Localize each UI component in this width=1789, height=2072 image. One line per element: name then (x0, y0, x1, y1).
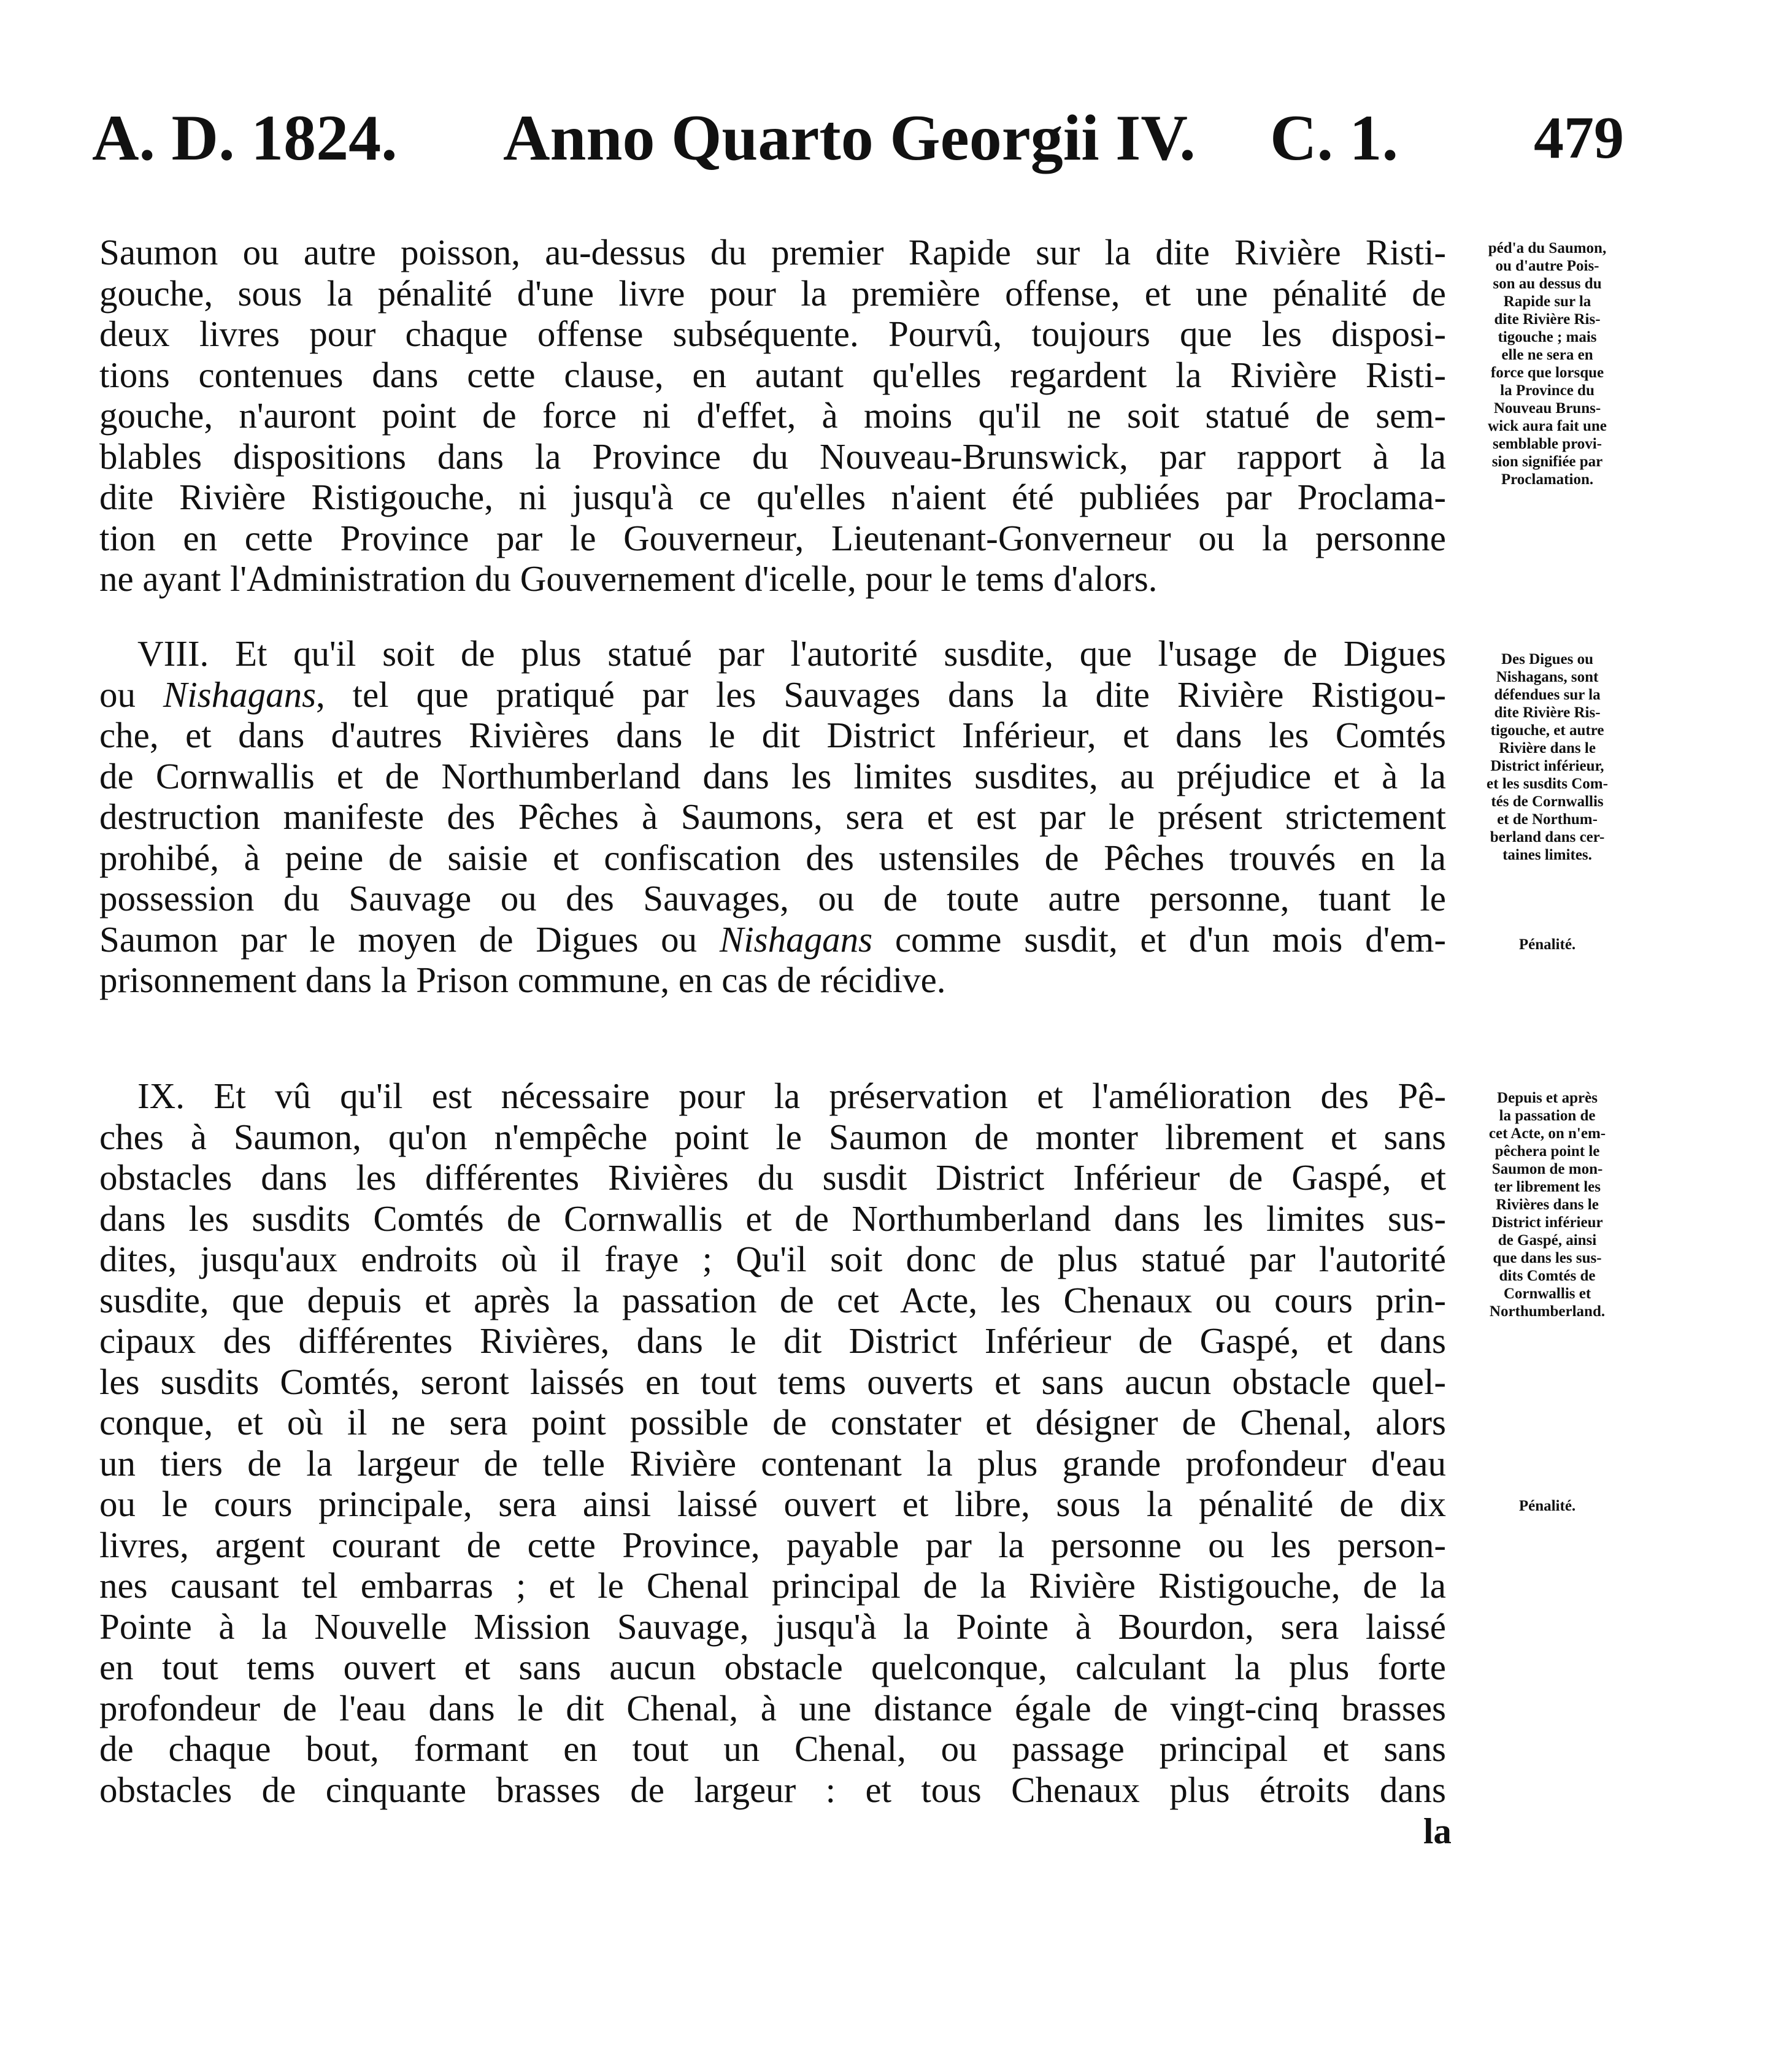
margin-note-line: Rapide sur la (1503, 293, 1591, 310)
margin-note-line: taines limites. (1502, 847, 1592, 863)
margin-note-line: tigouche ; mais (1498, 329, 1597, 345)
text-line: ou le cours principale, sera ainsi laissé ouvert et libre, sous la pénalité de dix (99, 1484, 1446, 1524)
text-line: profondeur de l'eau dans le dit Chenal, à une distance égale de vingt-cinq brasses (99, 1687, 1446, 1728)
text-line: susdite, que depuis et après la passation de cet Acte, les Chenaux ou cours prin- (99, 1279, 1446, 1320)
paragraph-section-viii (99, 633, 1446, 1001)
margin-note-line: Rivière dans le (1499, 740, 1596, 757)
text-line: possession du Sauvage ou des Sauvages, ou de toute autre personne, tuant le (99, 878, 1446, 919)
margin-note-line: Nouveau Bruns- (1493, 400, 1601, 417)
text-line: obstacles de cinquante brasses de largeur : et tous Chenaux plus étroits dans (99, 1769, 1446, 1810)
text-line: de chaque bout, formant en tout un Chenal, ou passage principal et sans (99, 1728, 1446, 1769)
text-line: dites, jusqu'aux endroits où il fraye ; Qu'il soit donc de plus statué par l'autorité (99, 1239, 1446, 1279)
margin-note-line: elle ne sera en (1501, 347, 1593, 363)
text-line: dans les susdits Comtés de Cornwallis et de Northumberland dans les limites sus- (99, 1198, 1446, 1239)
margin-note-line: dite Rivière Ris- (1494, 704, 1601, 721)
text-line: blables dispositions dans la Province du Nouveau-Brunswick, par rapport à la (99, 436, 1446, 477)
margin-note-line: sion signifiée par (1491, 453, 1603, 470)
header-title: Anno Quarto Georgii IV. (503, 102, 1196, 174)
text-line: en tout tems ouvert et sans aucun obstacle quelconque, calculant la plus forte (99, 1647, 1446, 1687)
margin-note-line: ter librement les (1493, 1179, 1601, 1195)
text-line: ou Nishagans, tel que pratiqué par les Sauvages dans la dite Rivière Ristigou- (99, 674, 1447, 715)
text-line: nes causant tel embarras ; et le Chenal principal de la Rivière Ristigouche, de la (99, 1565, 1446, 1606)
text-line: prisonnement dans la Prison commune, en cas de récidive. (99, 960, 946, 1000)
margin-note-line: tigouche, et autre (1490, 722, 1604, 739)
text-line: conque, et où il ne sera point possible de constater et désigner de Chenal, alors (99, 1402, 1446, 1442)
text-line: dite Rivière Ristigouche, ni jusqu'à ce qu'elles n'aient été publiées par Proclama- (99, 477, 1446, 517)
header-chapter: C. 1. (1270, 102, 1399, 174)
margin-note-line: semblable provi- (1492, 436, 1602, 452)
text-line: deux livres pour chaque offense subséquente. Pourvû, toujours que les disposi- (99, 314, 1446, 354)
text-line: destruction manifeste des Pêches à Saumons, sera et est par le présent strictement (99, 796, 1446, 837)
margin-note-line: Pénalité. (1518, 1498, 1576, 1514)
margin-note-line: District inférieur, (1490, 758, 1604, 774)
margin-note-line: Northumberland. (1489, 1303, 1606, 1320)
text-line: tion en cette Province par le Gouverneur, Lieutenant-Gonverneur ou la personne (99, 517, 1446, 558)
margin-note-line: dits Comtés de (1499, 1268, 1596, 1284)
text-line: tions contenues dans cette clause, en autant qu'elles regardent la Rivière Risti- (99, 354, 1446, 395)
text-line: ches à Saumon, qu'on n'empêche point le Saumon de monter librement et sans (99, 1116, 1446, 1157)
margin-note-line: de Gaspé, ainsi (1498, 1232, 1597, 1249)
text-line: IX. Et vû qu'il est nécessaire pour la préservation et l'amélioration des Pê- (137, 1076, 1446, 1116)
margin-note-line: la Province du (1500, 382, 1595, 399)
margin-note-line: Cornwallis et (1503, 1285, 1591, 1302)
text-line: VIII. Et qu'il soit de plus statué par l'autorité susdite, que l'usage de Digues (137, 633, 1446, 674)
margin-note-line: Des Digues ou (1501, 651, 1593, 668)
margin-note-line: et les susdits Com- (1487, 776, 1608, 792)
text-line: les susdits Comtés, seront laissés en tout tems ouverts et sans aucun obstacle quel- (99, 1361, 1446, 1402)
text-line: cipaux des différentes Rivières, dans le dit District Inférieur de Gaspé, et dans (99, 1320, 1446, 1361)
margin-note-line: et de Northum- (1497, 811, 1598, 828)
margin-note-line: défendues sur la (1494, 687, 1601, 703)
margin-note-line: dite Rivière Ris- (1494, 311, 1601, 328)
margin-note-line: Depuis et après (1497, 1090, 1598, 1106)
text-line: un tiers de la largeur de telle Rivière contenant la plus grande profondeur d'eau (99, 1442, 1446, 1484)
margin-note-line: berland dans cer- (1490, 829, 1605, 845)
margin-note-line: tés de Cornwallis (1491, 793, 1604, 810)
text-line: prohibé, à peine de saisie et confiscation des ustensiles de Pêches trouvés en la (99, 837, 1446, 878)
margin-note-free-passage (1455, 1089, 1639, 1320)
margin-note-line: péd'a du Saumon, (1488, 240, 1607, 256)
text-line: obstacles dans les différentes Rivières du susdit District Inférieur de Gaspé, et (99, 1157, 1446, 1198)
margin-note-line: Pénalité. (1518, 936, 1576, 953)
text-line: ne ayant l'Administration du Gouvernement d'icelle, pour le tems d'alors. (99, 558, 1158, 599)
text-line: gouche, n'auront point de force ni d'effet, à moins qu'il ne soit statué de sem- (99, 395, 1446, 436)
margin-note-line: que dans les sus- (1493, 1250, 1602, 1266)
margin-note-line: Saumon de mon- (1491, 1161, 1603, 1177)
margin-note-line: Proclamation. (1501, 471, 1594, 488)
text-line: gouche, sous la pénalité d'une livre pour la première offense, et une pénalité de (99, 272, 1446, 314)
margin-note-line: pêchera point le (1495, 1143, 1600, 1160)
margin-note-line: cet Acte, on n'em- (1488, 1125, 1606, 1142)
margin-note-line: wick aura fait une (1488, 418, 1607, 434)
running-header (92, 92, 1638, 184)
text-line: livres, argent courant de cette Province, payable par la personne ou les person- (99, 1524, 1446, 1565)
header-year: A. D. 1824. (92, 102, 398, 174)
text-line: de Cornwallis et de Northumberland dans les limites susdites, au préjudice et à la (99, 755, 1446, 796)
text-line: Pointe à la Nouvelle Mission Sauvage, jusqu'à la Pointe à Bourdon, sera laissé (99, 1606, 1446, 1647)
margin-note-line: la passation de (1499, 1107, 1596, 1124)
page-number: 479 (1534, 105, 1624, 171)
paragraph-continuation (99, 232, 1446, 599)
margin-note-line: Rivières dans le (1496, 1196, 1599, 1213)
text-line: Saumon ou autre poisson, au-dessus du premier Rapide sur la dite Rivière Risti- (99, 232, 1446, 272)
margin-note-line: son au dessus du (1493, 275, 1602, 292)
paragraph-section-ix (99, 1076, 1446, 1810)
margin-note-penalty (1455, 936, 1639, 953)
margin-note-line: ou d'autre Pois- (1495, 258, 1599, 274)
text-line: Saumon par le moyen de Digues ou Nishagans comme susdit, et d'un mois d'em- (99, 919, 1446, 960)
margin-note-line: force que lorsque (1490, 364, 1604, 381)
margin-note-digues-prohibited (1455, 650, 1639, 864)
margin-note-line: Nishagans, sont (1496, 669, 1599, 685)
margin-note-line: District inférieur (1491, 1214, 1603, 1231)
catchword: la (1423, 1811, 1452, 1851)
text-line: che, et dans d'autres Rivières dans le dit District Inférieur, et dans les Comtés (99, 715, 1446, 755)
margin-note-penalty-2 (1455, 1497, 1639, 1515)
margin-note-salmon-above-rapids (1455, 239, 1639, 488)
